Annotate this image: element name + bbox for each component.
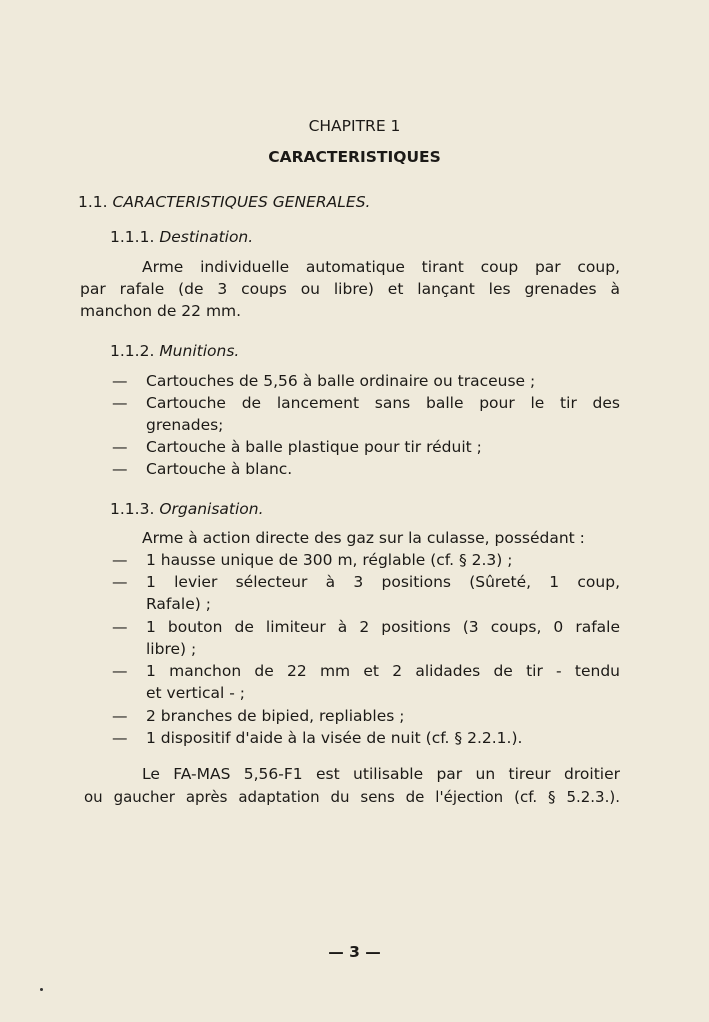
organisation-intro: Arme à action directe des gaz sur la culasse, possédant : [142, 529, 585, 547]
subsection-destination-heading [110, 226, 253, 248]
section-title: CARACTERISTIQUES GENERALES. [112, 193, 371, 211]
list-item: 1 bouton de limiteur à 2 positions (3 coups, 0 rafale [146, 618, 620, 636]
list-item-continuation: libre) ; [146, 640, 197, 658]
subsection-title: Organisation. [159, 500, 264, 518]
list-dash: — [112, 438, 128, 456]
list-item: 1 levier sélecteur à 3 positions (Sûreté, 1 coup, [146, 573, 620, 591]
destination-line-3: manchon de 22 mm. [80, 302, 242, 320]
list-item-continuation: grenades; [146, 416, 224, 434]
section-heading [78, 191, 370, 213]
list-item: 1 dispositif d'aide à la visée de nuit (cf. § 2.2.1.). [146, 729, 523, 747]
list-dash: — [112, 551, 128, 569]
list-dash: — [112, 662, 128, 680]
ink-speck [40, 988, 43, 991]
subsection-number: 1.1.2. [110, 342, 155, 360]
destination-line-2: par rafale (de 3 coups ou libre) et lançant les grenades à [80, 280, 620, 298]
list-item: Cartouches de 5,56 à balle ordinaire ou traceuse ; [146, 372, 536, 390]
subsection-munitions-heading [110, 340, 239, 362]
chapter-label: CHAPITRE 1 [308, 117, 401, 135]
list-dash: — [112, 618, 128, 636]
list-dash: — [112, 729, 128, 747]
list-dash: — [112, 573, 128, 591]
list-item: Cartouche à balle plastique pour tir réduit ; [146, 438, 482, 456]
list-item: 1 manchon de 22 mm et 2 alidades de tir - tendu [146, 662, 620, 680]
list-item: 1 hausse unique de 300 m, réglable (cf. § 2.3) ; [146, 551, 513, 569]
chapter-title: CARACTERISTIQUES [268, 148, 441, 166]
destination-line-1: Arme individuelle automatique tirant coup par coup, [142, 258, 620, 276]
list-dash: — [112, 460, 128, 478]
list-dash: — [112, 394, 128, 412]
list-item: 2 branches de bipied, repliables ; [146, 707, 405, 725]
subsection-organisation-heading [110, 498, 264, 520]
list-item-continuation: et vertical - ; [146, 684, 246, 702]
subsection-title: Destination. [159, 228, 254, 246]
subsection-title: Munitions. [159, 342, 240, 360]
closing-line-1: Le FA-MAS 5,56-F1 est utilisable par un tireur droitier [142, 765, 620, 783]
list-item-continuation: Rafale) ; [146, 595, 211, 613]
list-dash: — [112, 707, 128, 725]
list-item: Cartouche à blanc. [146, 460, 293, 478]
list-dash: — [112, 372, 128, 390]
list-item: Cartouche de lancement sans balle pour le tir des [146, 394, 620, 412]
section-number: 1.1. [78, 193, 108, 211]
subsection-number: 1.1.3. [110, 500, 155, 518]
subsection-number: 1.1.1. [110, 228, 155, 246]
page-number: — 3 — [328, 943, 381, 961]
closing-line-2: ou gaucher après adaptation du sens de l'éjection (cf. § 5.2.3.). [84, 788, 620, 806]
